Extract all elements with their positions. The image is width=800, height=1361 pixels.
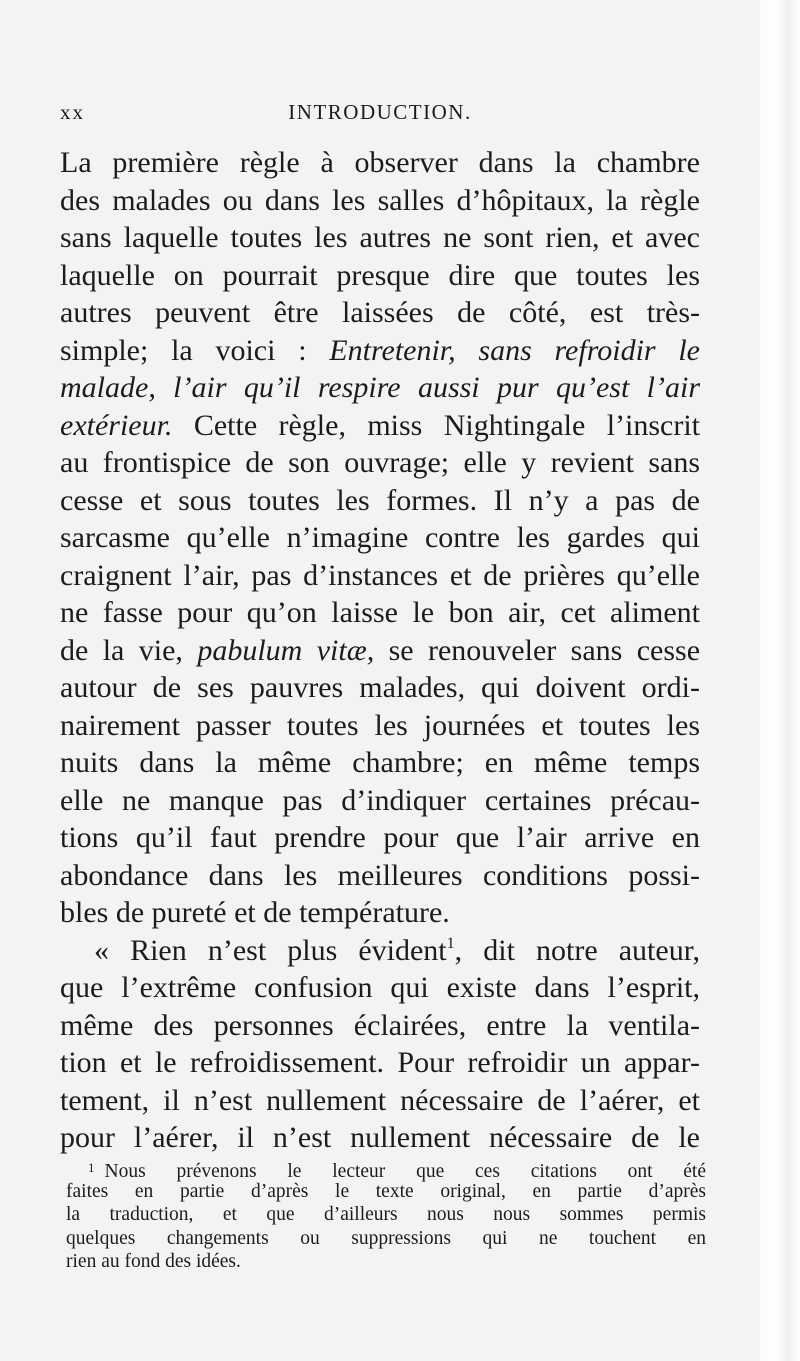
text-line: que l’extrême confusion qui existe dans l’esprit, [60,971,700,1004]
text-line: sans laquelle toutes les autres ne sont rien, et avec [60,221,700,254]
text-line: autour de ses pauvres malades, qui doivent ordi- [60,671,700,704]
text-line: cesse et sous toutes les formes. Il n’y a pas de [60,483,700,517]
text-line: extérieur. Cette règle, miss Nightingale l’inscrit [60,408,700,442]
footnote-line: faites en partie d’après le texte original, en partie d’après [66,1180,706,1202]
text-line: simple; la voici : Entretenir, sans refroidir le [60,333,700,367]
text-line: autres peuvent être laissées de côté, est très- [60,296,700,329]
footnote-ref: 1 [446,934,455,952]
text-line: des malades ou dans les salles d’hôpitaux, la règle [60,183,700,217]
text-line: tement, il n’est nullement nécessaire de l’aérer, et [60,1083,700,1117]
text-line: de la vie, pabulum vitæ, se renouveler sans cesse [60,633,701,667]
text-line: malade, l’air qu’il respire aussi pur qu’est l’air [60,371,700,404]
text-line: nuits dans la même chambre; en même temps [60,746,700,779]
italic-text: pabulum vitæ, [197,633,375,667]
text-line: elle ne manque pas d’indiquer certaines précau- [60,783,700,817]
footnote-line: $^1$ Nous prévenons le lecteur que ces citations ont été [88,1160,706,1182]
text-line: pour l’aérer, il n’est nullement nécessaire de le [60,1121,700,1154]
text-line: ne fasse pour qu’on laisse le bon air, cet aliment [60,596,700,629]
footnote-line: quelques changements ou suppressions qui ne touchent en [66,1227,706,1249]
page-number: xx [60,100,85,124]
footnote-marker: 1 [88,1160,95,1175]
text-line: craignent l’air, pas d’instances et de prières qu’elle [60,558,700,592]
text-line: même des personnes éclairées, entre la ventila- [60,1008,700,1042]
text-line: nairement passer toutes les journées et toutes les [60,708,700,742]
page-edge [760,0,800,1361]
running-head [60,100,700,132]
footnote-line: rien au fond des idées. [66,1251,241,1272]
text-line: abondance dans les meilleures conditions possi- [60,858,700,892]
text-line: au frontispice de son ouvrage; elle y revient sans [60,446,700,479]
text-line: sarcasme qu’elle n’imagine contre les gardes qui [60,521,700,554]
italic-text: extérieur. [60,408,173,442]
text-line: laquelle on pourrait presque dire que toutes les [60,258,700,292]
text-line: tion et le refroidissement. Pour refroidir un appar- [60,1046,700,1079]
body-text [60,144,700,1157]
text-line: bles de pureté et de température. [60,896,450,929]
running-title: INTRODUCTION. [288,100,472,124]
footnote-line: la traduction, et que d’ailleurs nous nous sommes permis [66,1204,706,1225]
text-line: tions qu’il faut prendre pour que l’air arrive en [60,821,700,854]
text-line: « Rien n’est plus évident$^1$, dit notre auteur, [94,933,700,967]
italic-text: Entretenir, sans refroidir le [329,333,700,367]
text-line: La première règle à observer dans la chambre [60,146,700,179]
footnote [66,1156,706,1274]
